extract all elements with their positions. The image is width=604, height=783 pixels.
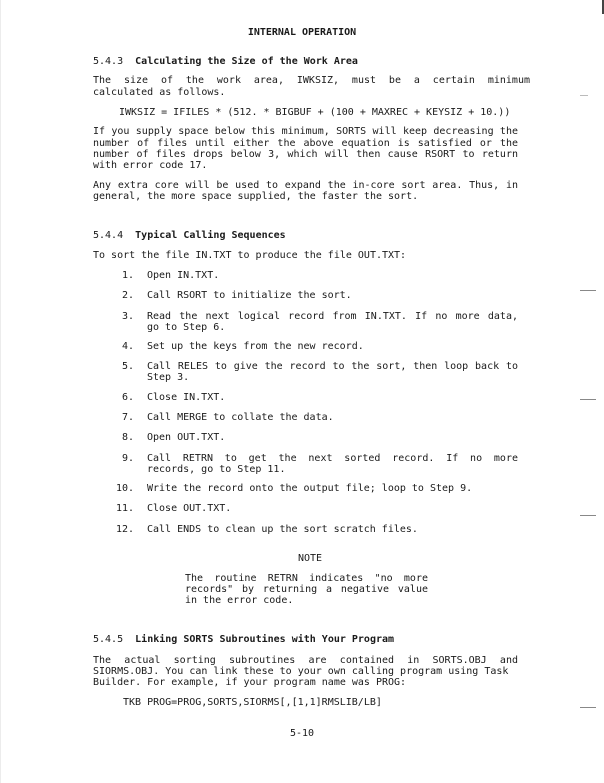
paragraph-line: general, the more space supplied, the faster the sort. bbox=[93, 191, 419, 202]
intro-text: To sort the file IN.TXT to produce the file OUT.TXT: bbox=[93, 250, 407, 261]
paragraph-line: SIORMS.OBJ. You can link these to your own calling program using Task bbox=[93, 666, 509, 677]
scan-edge-line bbox=[0, 0, 1, 783]
section-5-4-5-heading bbox=[93, 634, 394, 646]
section-5-4-4-heading bbox=[93, 230, 286, 242]
scan-margin-mark bbox=[580, 290, 596, 291]
page-number: 5-10 bbox=[289, 728, 315, 739]
step-number: 11. bbox=[115, 503, 134, 514]
step-number: 5. bbox=[121, 361, 134, 372]
scan-margin-mark bbox=[580, 399, 596, 400]
formula: IWKSIZ = IFILES * (512. * BIGBUF + (100 + MAXREC + KEYSIZ + 10.)) bbox=[119, 107, 511, 118]
note-heading: NOTE bbox=[297, 553, 323, 564]
paragraph-line: number of files drops below 3, which will then cause RSORT to return bbox=[93, 149, 518, 160]
scan-margin-mark bbox=[580, 515, 596, 516]
note-text: The routine RETRN indicates "no more bbox=[185, 573, 428, 584]
scan-margin-mark bbox=[580, 707, 596, 708]
step-text: Open OUT.TXT. bbox=[147, 432, 226, 443]
running-header: INTERNAL OPERATION bbox=[247, 27, 357, 38]
step-text-continued: Step 3. bbox=[147, 372, 190, 383]
paragraph-line: Any extra core will be used to expand the in-core sort area. Thus, in bbox=[93, 180, 518, 191]
step-text: Read the next logical record from IN.TXT. If no more data, bbox=[147, 311, 518, 322]
step-text: Write the record onto the output file; loop to Step 9. bbox=[147, 483, 473, 494]
step-text: Call RSORT to initialize the sort. bbox=[147, 290, 352, 301]
step-number: 3. bbox=[121, 311, 134, 322]
section-title: Linking SORTS Subroutines with Your Program bbox=[135, 634, 395, 645]
section-title: Calculating the Size of the Work Area bbox=[135, 56, 358, 67]
section-number: 5.4.3 bbox=[93, 56, 124, 67]
step-number: 6. bbox=[121, 392, 134, 403]
step-number: 8. bbox=[121, 432, 134, 443]
command-example: TKB PROG=PROG,SORTS,SIORMS[,[1,1]RMSLIB/LB] bbox=[123, 697, 382, 708]
section-title: Typical Calling Sequences bbox=[135, 230, 286, 241]
section-number: 5.4.4 bbox=[93, 230, 124, 241]
step-text: Close OUT.TXT. bbox=[147, 503, 232, 514]
scan-margin-mark bbox=[580, 95, 588, 96]
step-number: 1. bbox=[121, 270, 134, 281]
step-number: 10. bbox=[115, 483, 134, 494]
paragraph-line: calculated as follows. bbox=[93, 87, 226, 98]
step-number: 4. bbox=[121, 341, 134, 352]
paragraph-line: The actual sorting subroutines are contained in SORTS.OBJ and bbox=[93, 655, 518, 666]
note-text: records" by returning a negative value bbox=[185, 584, 428, 595]
paragraph-line: If you supply space below this minimum, SORTS will keep decreasing the bbox=[93, 126, 518, 137]
step-text: Open IN.TXT. bbox=[147, 270, 220, 281]
paragraph-line: Builder. For example, if your program name was PROG: bbox=[93, 677, 407, 688]
paragraph-line: The size of the work area, IWKSIZ, must be a certain minimum bbox=[93, 75, 530, 86]
step-number: 2. bbox=[121, 290, 134, 301]
section-number: 5.4.5 bbox=[93, 634, 124, 645]
step-text-continued: go to Step 6. bbox=[147, 322, 226, 333]
step-number: 7. bbox=[121, 412, 134, 423]
paragraph-line: number of files until either the above equation is satisfied or the bbox=[93, 138, 518, 149]
step-text: Call MERGE to collate the data. bbox=[147, 412, 334, 423]
step-text: Call RETRN to get the next sorted record. If no more bbox=[147, 453, 518, 464]
step-text-continued: records, go to Step 11. bbox=[147, 464, 286, 475]
step-text: Close IN.TXT. bbox=[147, 392, 226, 403]
section-5-4-3-heading bbox=[93, 56, 358, 68]
step-number: 9. bbox=[121, 453, 134, 464]
step-number: 12. bbox=[115, 524, 134, 535]
step-text: Call ENDS to clean up the sort scratch files. bbox=[147, 524, 418, 535]
paragraph-line: with error code 17. bbox=[93, 160, 208, 171]
step-text: Set up the keys from the new record. bbox=[147, 341, 364, 352]
note-text: in the error code. bbox=[185, 595, 294, 606]
step-text: Call RELES to give the record to the sort, then loop back to bbox=[147, 361, 518, 372]
